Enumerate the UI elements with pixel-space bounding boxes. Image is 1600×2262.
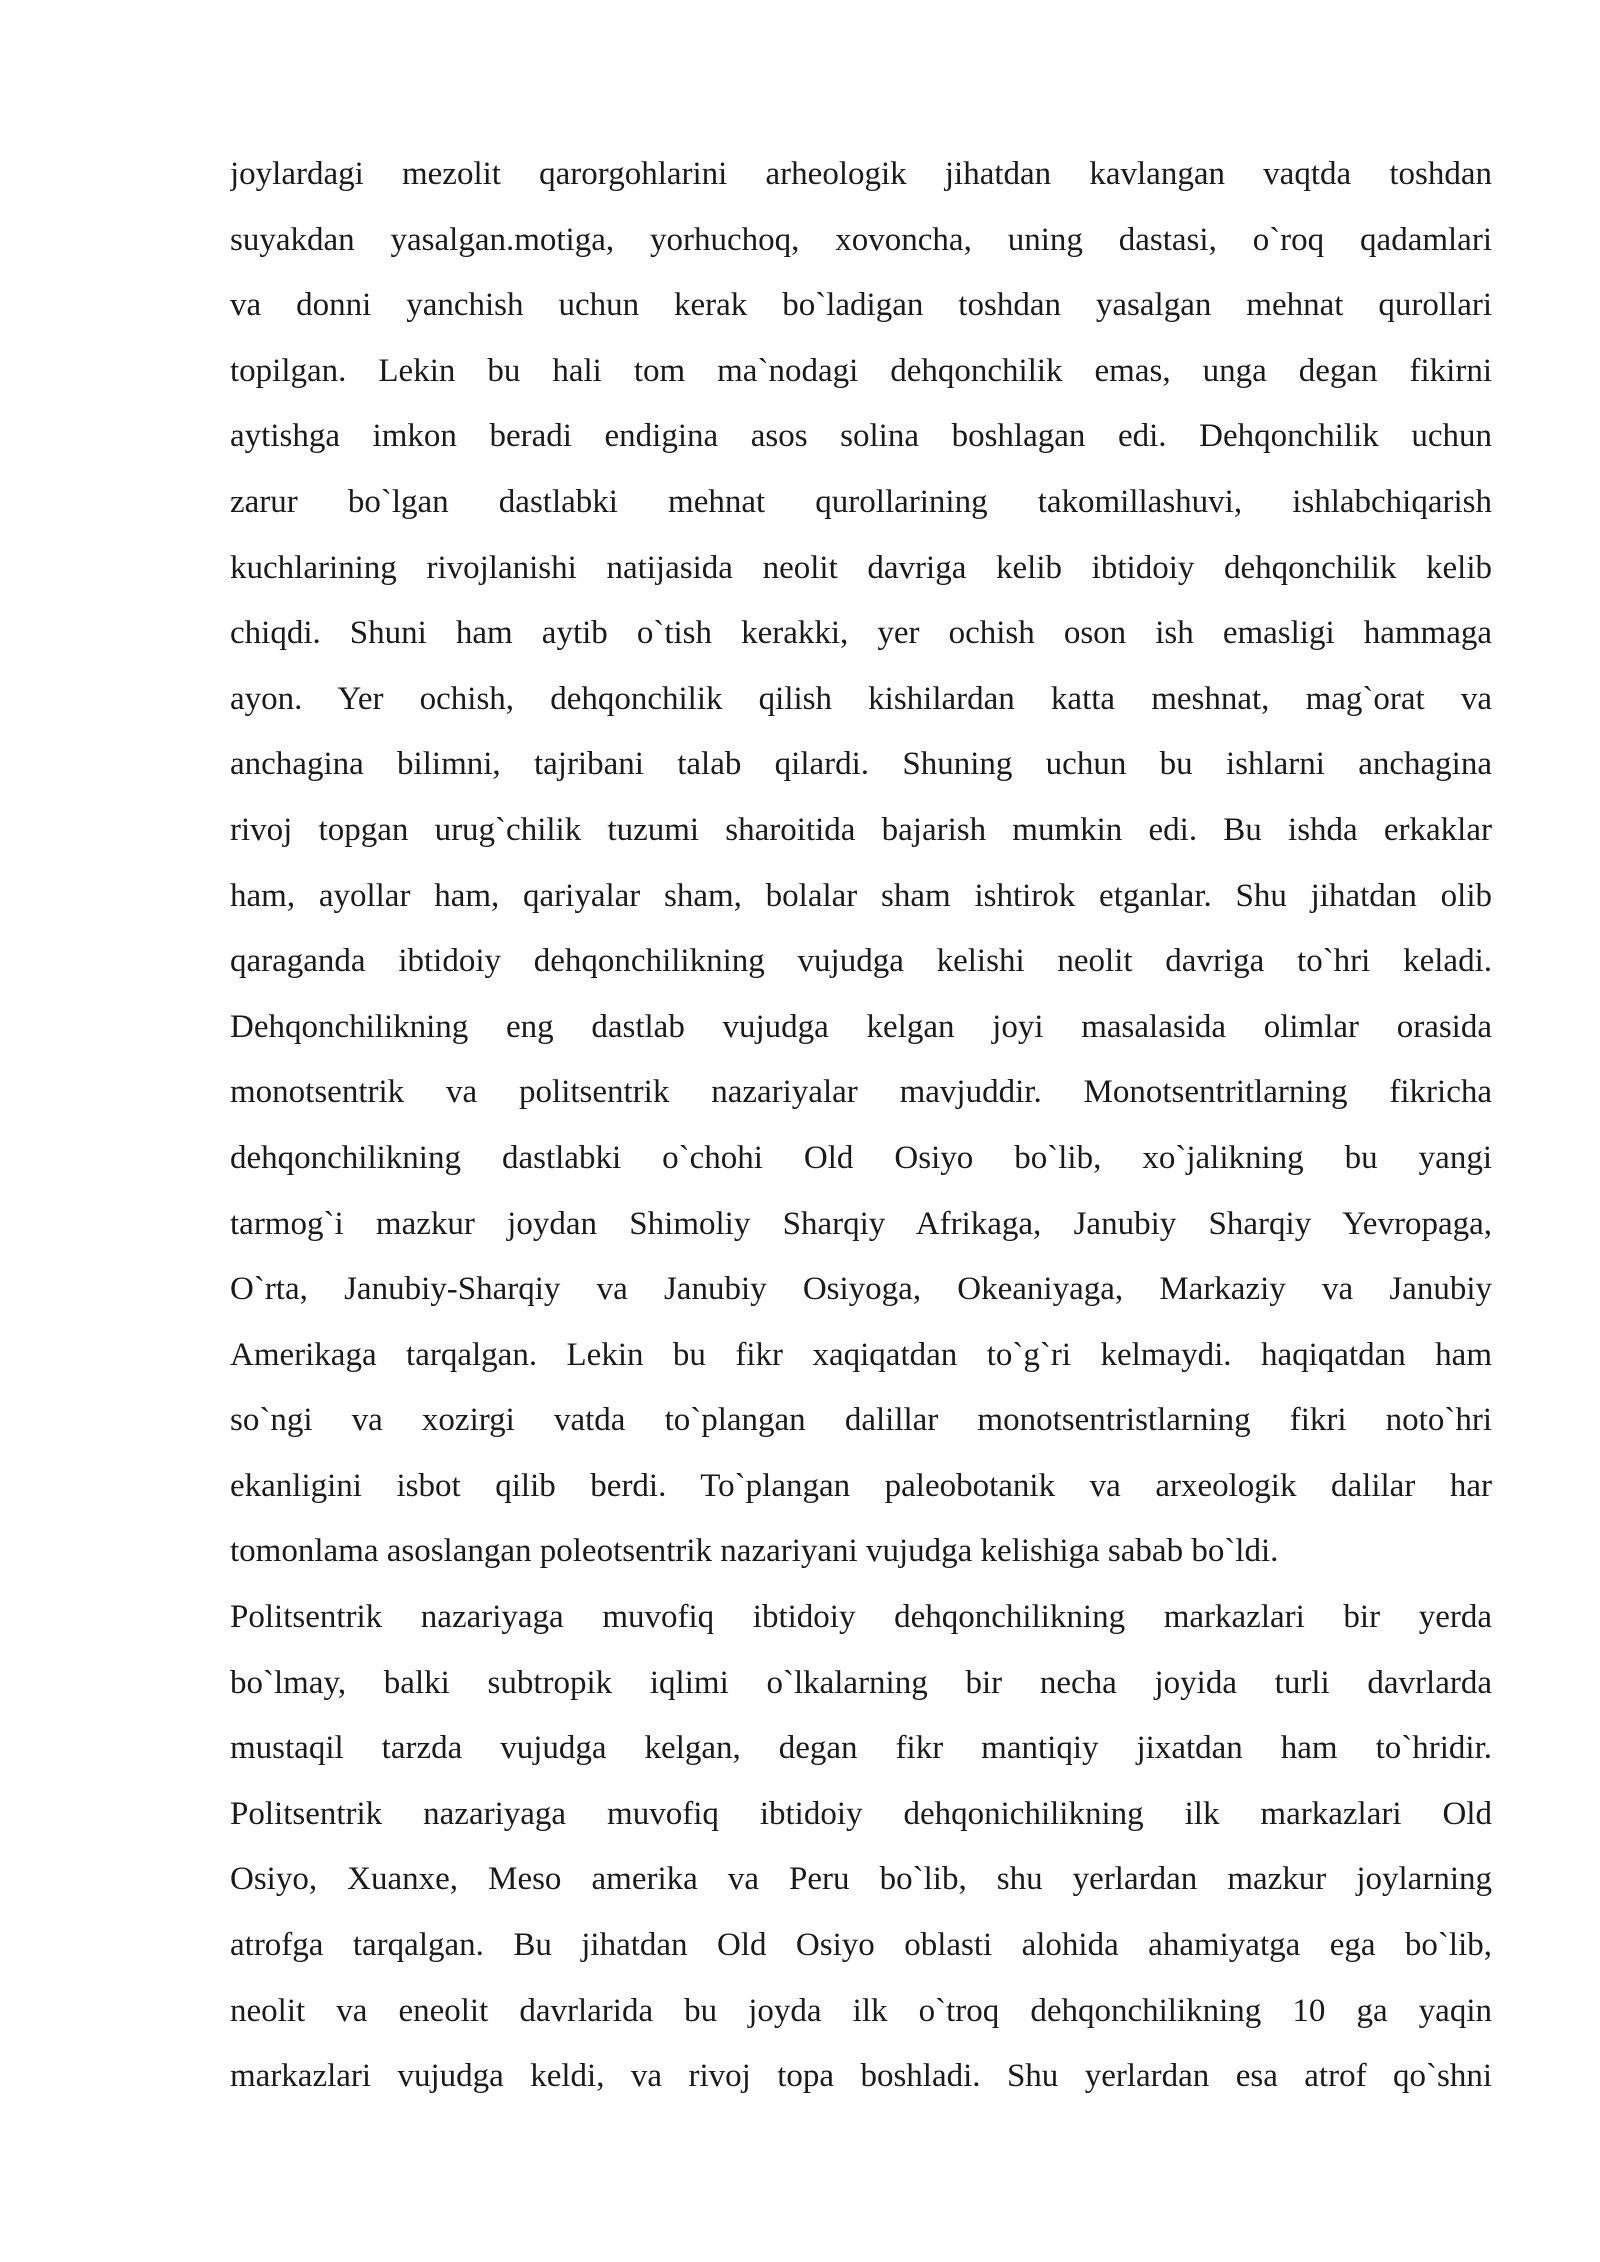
text-line: O`rta, Janubiy-Sharqiy va Janubiy Osiyoga, Okeaniyaga, Markaziy va Janubiy — [230, 1271, 1492, 1308]
text-line: chiqdi. Shuni ham aytib o`tish kerakki, yer ochish oson ish emasligi hammaga — [230, 615, 1492, 652]
text-line: monotsentrik va politsentrik nazariyalar mavjuddir. Monotsentritlarning fikricha — [230, 1074, 1492, 1111]
text-line: joylardagi mezolit qarorgohlarini arheologik jihatdan kavlangan vaqtda toshdan — [230, 156, 1492, 192]
text-line: tarmog`i mazkur joydan Shimoliy Sharqiy Afrikaga, Janubiy Sharqiy Yevropaga, — [230, 1205, 1492, 1242]
text-line: va donni yanchish uchun kerak bo`ladigan toshdan yasalgan mehnat qurollari — [230, 287, 1492, 324]
text-line: bo`lmay, balki subtropik iqlimi o`lkalarning bir necha joyida turli davrlarda — [230, 1664, 1492, 1701]
text-line: ayon. Yer ochish, dehqonchilik qilish kishilardan katta meshnat, mag`orat va — [230, 680, 1492, 717]
text-line: ekanligini isbot qilib berdi. To`plangan paleobotanik va arxeologik dalilar har — [230, 1467, 1492, 1504]
text-line: neolit va eneolit davrlarida bu joyda ilk o`troq dehqonchilikning 10 ga yaqin — [230, 1992, 1492, 2029]
text-line: zarur bo`lgan dastlabki mehnat qurollarining takomillashuvi, ishlabchiqarish — [230, 483, 1492, 520]
text-line: Politsentrik nazariyaga muvofiq ibtidoiy dehqonchilikning markazlari bir yerda — [230, 1599, 1492, 1636]
text-line: suyakdan yasalgan.motiga, yorhuchoq, xovoncha, uning dastasi, o`roq qadamlari — [230, 221, 1492, 258]
text-line: markazlari vujudga keldi, va rivoj topa boshladi. Shu yerlardan esa atrof qo`shni — [230, 2058, 1492, 2095]
text-line: ham, ayollar ham, qariyalar sham, bolalar sham ishtirok etganlar. Shu jihatdan olib — [230, 877, 1492, 914]
text-line: atrofga tarqalgan. Bu jihatdan Old Osiyo oblasti alohida ahamiyatga ega bo`lib, — [230, 1927, 1492, 1964]
text-line: kuchlarining rivojlanishi natijasida neolit davriga kelib ibtidoiy dehqonchilik kelib — [230, 549, 1492, 586]
text-line: dehqonchilikning dastlabki o`chohi Old Osiyo bo`lib, xo`jalikning bu yangi — [230, 1139, 1492, 1176]
text-line: anchagina bilimni, tajribani talab qilardi. Shuning uchun bu ishlarni anchagina — [230, 746, 1492, 783]
text-line: tomonlama asoslangan poleotsentrik nazariyani vujudga kelishiga sabab bo`ldi. — [230, 1533, 1279, 1570]
text-line: mustaqil tarzda vujudga kelgan, degan fikr mantiqiy jixatdan ham to`hridir. — [230, 1730, 1492, 1767]
text-line: rivoj topgan urug`chilik tuzumi sharoitida bajarish mumkin edi. Bu ishda erkaklar — [230, 811, 1492, 848]
text-line: Osiyo, Xuanxe, Meso amerika va Peru bo`lib, shu yerlardan mazkur joylarning — [230, 1861, 1492, 1898]
text-line: Amerikaga tarqalgan. Lekin bu fikr xaqiqatdan to`g`ri kelmaydi. haqiqatdan ham — [230, 1336, 1492, 1373]
text-line: aytishga imkon beradi endigina asos solina boshlagan edi. Dehqonchilik uchun — [230, 418, 1492, 455]
text-line: topilgan. Lekin bu hali tom ma`nodagi dehqonchilik emas, unga degan fikirni — [230, 352, 1492, 389]
text-line: qaraganda ibtidoiy dehqonchilikning vujudga kelishi neolit davriga to`hri keladi. — [230, 943, 1492, 980]
body-text — [230, 142, 1492, 2110]
text-line: Politsentrik nazariyaga muvofiq ibtidoiy dehqonichilikning ilk markazlari Old — [230, 1795, 1492, 1832]
text-line: so`ngi va xozirgi vatda to`plangan dalillar monotsentristlarning fikri noto`hri — [230, 1402, 1492, 1439]
text-line: Dehqonchilikning eng dastlab vujudga kelgan joyi masalasida olimlar orasida — [230, 1008, 1492, 1045]
